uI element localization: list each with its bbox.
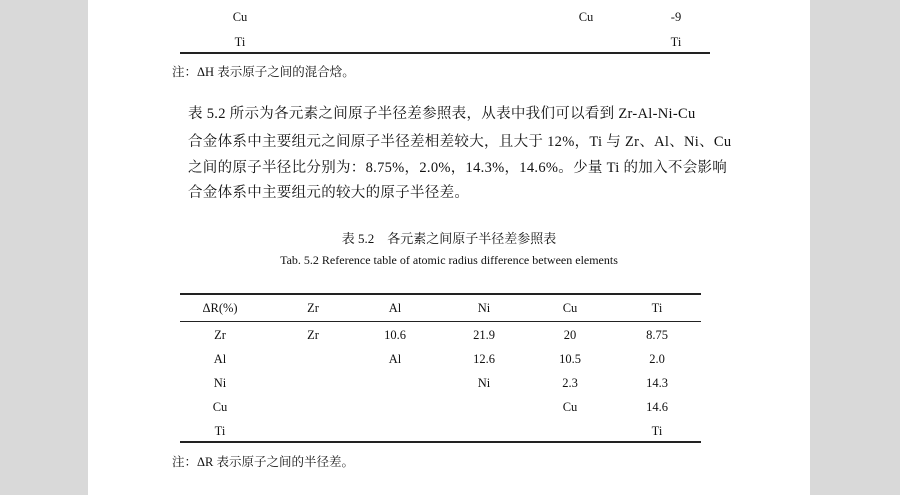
table-note: 注：ΔH 表示原子之间的混合焓。 — [172, 65, 355, 79]
table-cell: Cu — [562, 400, 578, 414]
table-header-cell: Ti — [651, 301, 663, 315]
table-cell: 14.3 — [646, 376, 668, 390]
table-top-rule — [180, 293, 701, 295]
table-cell: Zr — [307, 328, 319, 342]
table-row-header: Zr — [214, 328, 226, 342]
paragraph-line: 表 5.2 所示为各元素之间原子半径差参照表，从表中我们可以看到 Zr-Al-Ni-Cu — [188, 106, 696, 122]
table-cell: 10.5 — [559, 352, 581, 366]
table-caption-english: Tab. 5.2 Reference table of atomic radius difference between elements — [280, 253, 618, 267]
table-note: 注：ΔR 表示原子之间的半径差。 — [172, 455, 355, 469]
table-header-cell: Zr — [307, 301, 319, 315]
table-row-header: Ti — [214, 424, 226, 438]
table-header-rule — [180, 321, 701, 322]
table-bottom-rule — [180, 52, 710, 54]
table-cell: 12.6 — [473, 352, 495, 366]
table-caption-chinese: 表 5.2 各元素之间原子半径差参照表 — [341, 231, 557, 246]
top-table-cell: -9 — [670, 10, 682, 24]
table-header-cell: Ni — [477, 301, 491, 315]
top-table-cell: Ti — [670, 35, 682, 49]
table-bottom-rule — [180, 441, 701, 443]
table-cell: 20 — [563, 328, 577, 342]
table-cell: Ti — [651, 424, 663, 438]
table-header-cell: Cu — [562, 301, 578, 315]
table-cell: Ni — [477, 376, 491, 390]
table-cell: 14.6 — [646, 400, 668, 414]
paragraph-line: 合金体系中主要组元的较大的原子半径差。 — [188, 185, 470, 201]
paragraph-line: 合金体系中主要组元之间原子半径差相差较大，且大于 12%，Ti 与 Zr、Al、Ni、Cu — [188, 134, 732, 150]
table-row-header: Ni — [213, 376, 227, 390]
table-row-header: Cu — [212, 400, 228, 414]
table-header-cell: ΔR(%) — [202, 301, 238, 315]
table-cell: Al — [388, 352, 402, 366]
table-cell: 8.75 — [646, 328, 668, 342]
table-cell: 10.6 — [384, 328, 406, 342]
table-cell: 2.0 — [649, 352, 665, 366]
table-cell: 2.3 — [562, 376, 578, 390]
top-table-cell: Cu — [232, 10, 248, 24]
top-table-cell: Cu — [578, 10, 594, 24]
top-table-cell: Ti — [234, 35, 246, 49]
table-cell: 21.9 — [473, 328, 495, 342]
table-row-header: Al — [213, 352, 227, 366]
document-page — [88, 0, 810, 495]
table-header-cell: Al — [388, 301, 402, 315]
paragraph-line: 之间的原子半径比分别为：8.75%，2.0%，14.3%，14.6%。少量 Ti 的加入不会影响 — [188, 160, 728, 176]
